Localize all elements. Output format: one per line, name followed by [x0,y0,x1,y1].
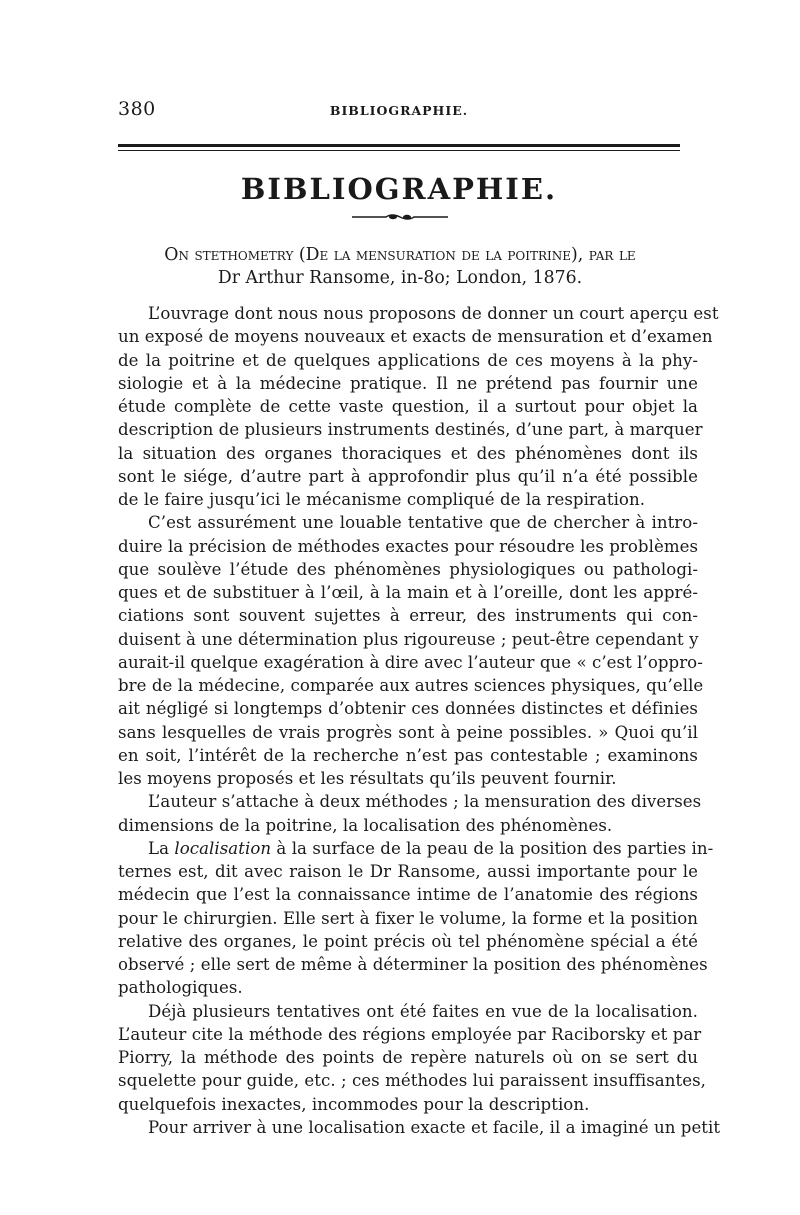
paragraph-5 [118,1000,706,1116]
text-line: sont le siége, d’autre part à approfondir plus qu’il n’a été possible [118,466,698,486]
text-line: ait négligé si longtemps d’obtenir ces données distinctes et définies [118,699,698,719]
paragraph-2 [118,511,704,790]
text-line: un exposé de moyens nouveaux et exacts de mensuration et d’examen [118,327,713,347]
text-line: sans lesquelles de vrais progrès sont à peine possibles. » Quoi qu’il [118,722,698,742]
paragraph-4 [118,837,714,1000]
citation-line-1 [150,244,650,267]
text-line: observé ; elle sert de même à déterminer la position des phénomènes [118,955,708,974]
text-line: ternes est, dit avec raison le Dr Ransome, aussi importante pour le [118,862,698,881]
paragraph-4-line-1-rest: à la surface de la peau de la position des parties in- [271,838,714,858]
text-line: ciations sont souvent sujettes à erreur, des instruments qui con- [118,606,698,626]
text-line: L’ouvrage dont nous nous proposons de donner un court aperçu est [148,304,719,323]
text-line: ques et de substituer à l’œil, à la main et à l’oreille, dont les appré- [118,583,698,602]
text-line: de la poitrine et de quelques applications de ces moyens à la phy- [118,350,698,370]
text-line: siologie et à la médecine pratique. Il ne prétend pas fournir une [118,373,698,393]
body-text [118,302,721,1139]
citation-line-2 [150,267,650,290]
page-number: 380 [118,98,156,120]
text-line: que soulève l’étude des phénomènes physiologiques ou pathologi- [118,559,698,579]
text-line: médecin que l’est la connaissance intime de l’anatomie des régions [118,885,698,905]
citation-line-2-text: Dr Arthur Ransome, in-8o; London, 1876. [217,268,583,288]
citation-line-1-text: On stethometry (De la mensuration de la poitrine), par le [164,245,636,265]
text-line: duisent à une détermination plus rigoureuse ; peut-être cependant y [118,629,699,649]
running-head [118,98,680,126]
text-line: bre de la médecine, comparée aux autres sciences physiques, qu’elle [118,676,704,695]
text-line: Déjà plusieurs tentatives ont été faites en vue de la localisation. [148,1001,698,1021]
text-line: aurait-il quelque exagération à dire avec l’auteur que « c’est l’oppro- [118,652,703,672]
paragraph-1 [118,302,719,511]
citation [150,244,650,290]
text-line: relative des organes, le point précis où tel phénomène spécial a été [118,931,698,951]
text-line: de le faire jusqu’ici le mécanisme compliqué de la respiration. [118,490,646,509]
header-rule-thin [118,150,680,151]
text-line: en soit, l’intérêt de la recherche n’est pas contestable ; examinons [118,745,698,765]
text-line: les moyens proposés et les résultats qu’ils peuvent fournir. [118,769,617,788]
text-line: la situation des organes thoraciques et des phénomènes dont ils [118,443,698,463]
emphasis-localisation: localisation [174,838,272,858]
text-line: pathologiques. [118,978,243,998]
paragraph-6 [118,1116,721,1139]
text-line: Pour arriver à une localisation exacte et facile, il a imaginé un petit [148,1117,721,1137]
text-line: Piorry, la méthode des points de repère naturels où on se sert du [118,1048,698,1067]
running-title: BIBLIOGRAPHIE. [329,103,469,118]
text-line: étude complète de cette vaste question, il a surtout pour objet la [118,397,698,416]
title-ornament [350,212,450,222]
paragraph-3 [118,790,702,837]
text-line: L’auteur cite la méthode des régions employée par Raciborsky et par [118,1024,702,1044]
text-line: dimensions de la poitrine, la localisation des phénomènes. [118,815,613,835]
text-line: squelette pour guide, etc. ; ces méthodes lui paraissent insuffisantes, [118,1071,706,1091]
text-line: duire la précision de méthodes exactes pour résoudre les problèmes [118,536,699,556]
section-title: BIBLIOGRAPHIE. [240,172,558,206]
text-line: L’auteur s’attache à deux méthodes ; la mensuration des diverses [148,792,702,812]
header-rule-thick [118,144,680,147]
text-line: description de plusieurs instruments destinés, d’une part, à marquer [118,420,703,440]
text-line: pour le chirurgien. Elle sert à fixer le volume, la forme et la position [118,908,698,928]
text-line: quelquefois inexactes, incommodes pour la description. [118,1094,590,1114]
text-line: C’est assurément une louable tentative que de chercher à intro- [148,513,698,533]
paragraph-4-lead: La [148,838,175,858]
text-line [118,837,714,860]
